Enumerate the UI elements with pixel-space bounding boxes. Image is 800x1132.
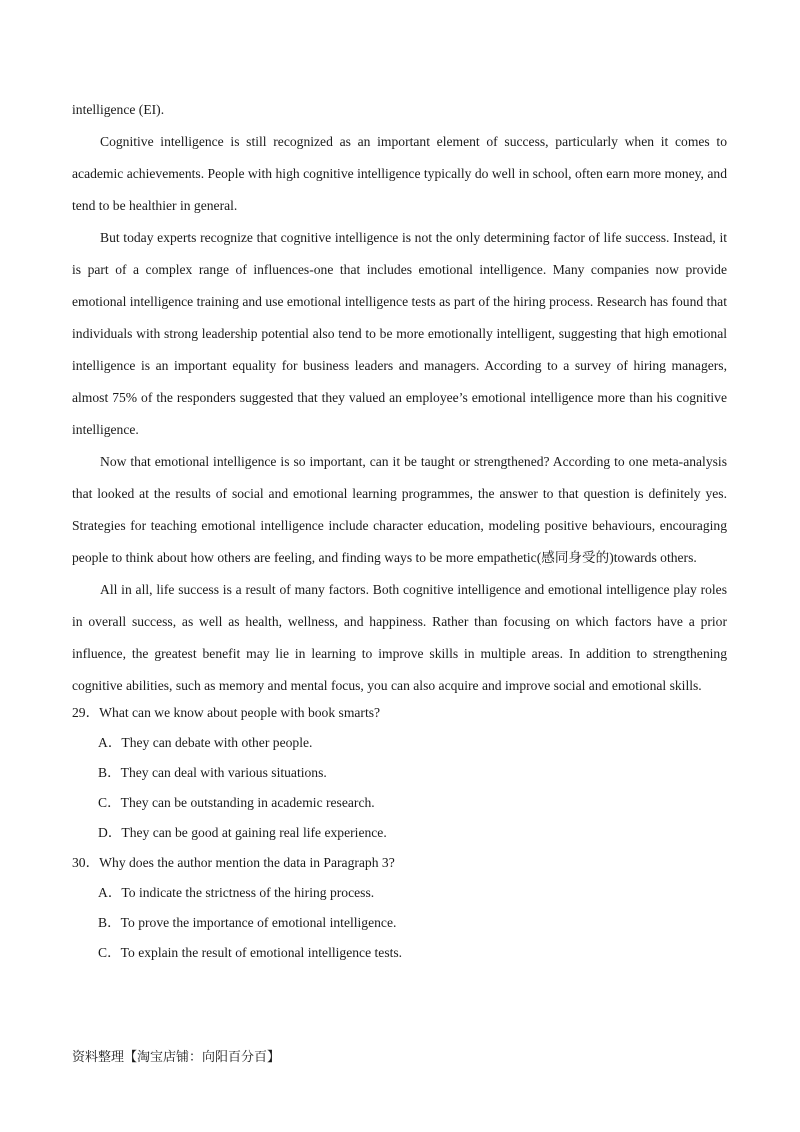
passage-content [72, 94, 727, 968]
paragraph-4: All in all, life success is a result of many factors. Both cognitive intelligence and emotional intelligence play roles in overall success, as well as health, wellness, and happiness. Rather than focusing on which factors have a prior influence, the greatest benefit may lie in learning to improve skills in multiple areas. In addition to strengthening cognitive abilities, such as memory and mental focus, you can also acquire and improve social and emotional skills. [72, 582, 727, 693]
option-c: C．To explain the result of emotional intelligence tests. [98, 945, 403, 960]
question-stem: 30．Why does the author mention the data in Paragraph 3? [72, 855, 395, 870]
question-30 [72, 848, 727, 968]
option-a: A．They can debate with other people. [98, 735, 313, 750]
paragraph-3: Now that emotional intelligence is so important, can it be taught or strengthened? According to one meta-analysis that looked at the results of social and emotional learning programmes, the answer to that question is definitely yes. Strategies for teaching emotional intelligence include character education, modeling positive behaviours, encouraging people to think about how others are feeling, and finding ways to be more empathetic(感同身受的)towards others. [72, 454, 727, 565]
paragraph-continuation: intelligence (EI). [72, 102, 165, 117]
option-c: C．They can be outstanding in academic research. [98, 795, 375, 810]
paragraph-1: Cognitive intelligence is still recognized as an important element of success, particularly when it comes to academic achievements. People with high cognitive intelligence typically do well in school, often earn more money, and tend to be healthier in general. [72, 134, 727, 213]
option-a: A．To indicate the strictness of the hiring process. [98, 885, 375, 900]
paragraph-2: But today experts recognize that cognitive intelligence is not the only determining factor of life success. Instead, it is part of a complex range of influences-one that includes emotional intelligence. Many companies now provide emotional intelligence training and use emotional intelligence tests as part of the hiring process. Research has found that individuals with strong leadership potential also tend to be more emotionally intelligent, suggesting that high emotional intelligence is an important equality for business leaders and managers. According to a survey of hiring managers, almost 75% of the responders suggested that they valued an employee’s emotional intelligence more than his cognitive intelligence. [72, 230, 727, 437]
question-stem: 29．What can we know about people with book smarts? [72, 705, 381, 720]
page-footer: 资料整理【淘宝店铺：向阳百分百】 [72, 1050, 281, 1065]
option-b: B．They can deal with various situations. [98, 765, 327, 780]
question-29 [72, 698, 727, 848]
option-d: D．They can be good at gaining real life experience. [98, 825, 387, 840]
option-b: B．To prove the importance of emotional intelligence. [98, 915, 397, 930]
